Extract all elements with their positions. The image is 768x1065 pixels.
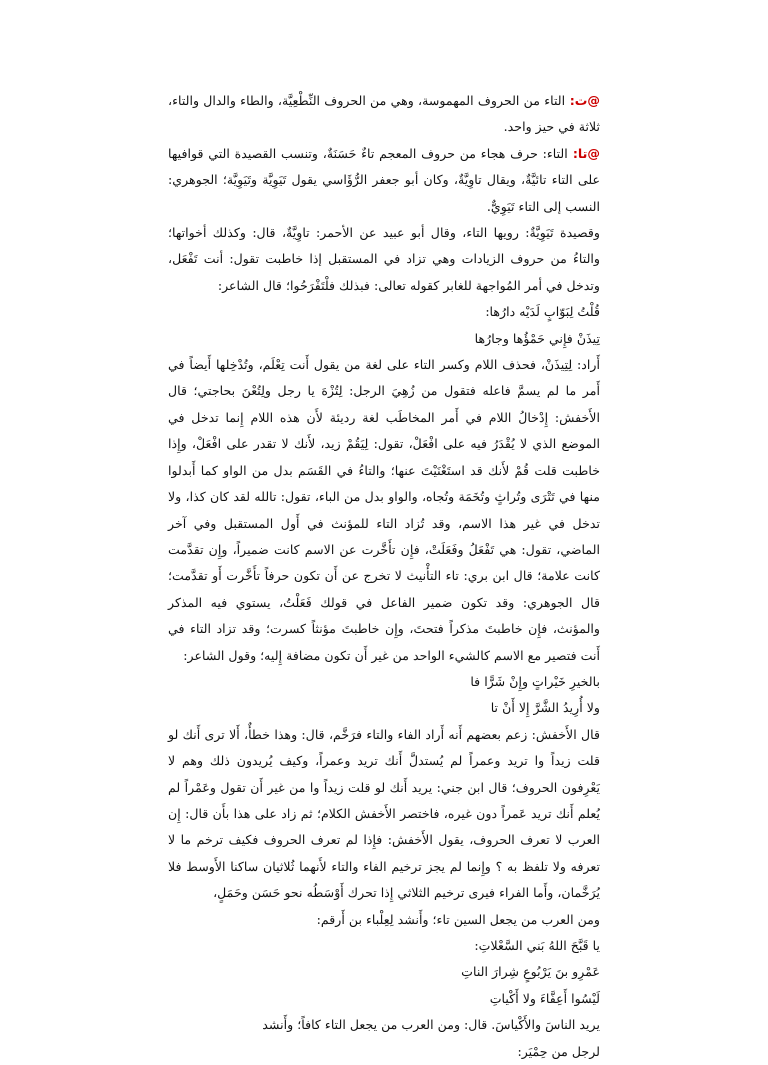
entry-marker: @ت: xyxy=(565,93,600,108)
entry-ta-word xyxy=(168,141,600,220)
paragraph: لرجل من حِمْيَر: xyxy=(517,1043,600,1059)
verse-line: بالخيرِ خَيْراتٍ وإِنْ شَرًّا فا xyxy=(470,673,600,689)
entry-text: التاء: حرف هجاء من حروف المعجم تاءٌ حَسَنَةٌ، وتنسب القصيدة التي قوافيها على التاء تائيَّةٌ، ويقال تاوِيَّةٌ، وكان أبو جعفر الرُّؤَاسي يقول تَيَوِيَّة وتَيَوِيَّة؛ الجوهري: النسب إلى التاء تَيَوِيٌّ. xyxy=(168,145,600,214)
verse-line: يا قَبَّحَ اللهُ بَني السَّعْلاتِ: xyxy=(474,938,600,953)
verse-line: ولا أُرِيدُ الشَّرَّ إِلا أَنْ تا xyxy=(490,700,600,716)
verse-line: لَيْسُوا أَعِفَّاءَ ولا أَكْياتِ xyxy=(489,990,600,1006)
paragraph: يريد الناسَ والأَكْياسَ. قال: ومن العرب من يجعل التاء كافاً؛ وأَنشد xyxy=(262,1017,600,1033)
dictionary-page xyxy=(168,88,600,1065)
paragraph: أَراد: لِتِيذَنْ، فحذف اللام وكسر التاء على لغة من يقول أَنت تِعْلَم، وتُدْخِلها أَيضاً في أَمر ما لم يسمَّ فاعله فتقول من زُهِيَ الرجل: لِتُزْهَ يا رجل ولِتُعْنَ بحاجتي؛ قال الأَخفش: إِدْخالُ اللام في أَمر المخاطَب لغة رديئة لأَن هذه اللام إِنما تدخل في الموضع الذي لا يُقْدَرُ فيه على افْعَلْ، تقول: لِيَقُمْ زيد، لأَنك لا تقدر على افْعَلْ، وإِذا خاطبت قلت قُمْ لأَنك قد استَغْنَيْتَ عنها؛ والتاءُ في القَسَم بدل من الواو كما أَبدلوا منها في تَتْرَى وتُراثٍ وتُخَمَة وتُجاه، والواو بدل من الباء، تقول: تالله لقد كان كذا، ولا تدخل في غير هذا الاسم، وقد تُزاد التاء للمؤنث في أَول المستقبل وفي آخر الماضي، تقول: هي تَفْعَلُ وفَعَلَتْ، فإِن تأَخَّرت عن الاسم كانت ضميراً، وإِن تقدَّمت كانت علامة؛ قال ابن بري: تاء التأْنيث لا تخرج عن أَن تكون حرفاً تأَخَّرت أَو تقدَّمت؛ قال الجوهري: وقد تكون ضمير الفاعل في قولك فَعَلْتُ، يستوي فيه المذكر والمؤنث، فإِن خاطبتَ مذكراً فتحتَ، وإِن خاطبتَ مؤنثاً كسرت؛ وقد تزاد التاء في أَنت فتصير مع الاسم كالشيء الواحد من غير أَن تكون مضافة إِليه؛ وقول الشاعر: xyxy=(168,357,600,663)
entry-marker: @تا: xyxy=(567,145,600,161)
entry-ta-letter xyxy=(168,88,600,141)
verse-line: قُلْتُ لِبَوّابٍ لَدَيْه دارُها: xyxy=(485,304,600,320)
entry-text: التاء من الحروف المهموسة، وهي من الحروف النِّطْعِيَّة، والطاء والدال والتاء، ثلاثة في حيز واحد. xyxy=(168,93,600,135)
paragraph: ومن العرب من يجعل السين تاء؛ وأَنشد لِعِلْباء بن أَرقم: xyxy=(316,911,600,927)
verse-line: عَمْرِو بنَ يَرْبُوعٍ شِرارَ الناتِ xyxy=(461,964,600,980)
paragraph: قال الأَخفش: زعم بعضهم أَنه أَراد الفاء والتاء فرَخَّم، قال: وهذا خطأٌ، أَلا ترى أَنك لو قلت زيداً وا تريد وعمراً لم يُستدلَّ أَنك تريد وعمراً، وكيف يُريدون ذلك وهم لا يَعْرِفون الحروف؛ قال ابن جني: يريد أَنك لو قلت زيداً وا من غير أَن تقول وعَمْراً لم يُعلم أَنك تريد عَمراً دون غيره، فاختصر الأَخفش الكلام؛ ثم زاد على هذا بأَن قال: إِن العرب لا تعرف الحروف، يقول الأَخفش: فإِذا لم تعرف الحروف فكيف ترخم ما لا تعرفه ولا تلفظ به ؟ وإِنما لم يجز ترخيم الفاء والتاء لأَنهما ثُلاثيان ساكنا الأَوسط فلا يُرَخَّمان، وأَما الفراء فيرى ترخيم الثلاثي إِذا تحرك أَوْسَطُه نحو حَسَن وحَمَلٍ، xyxy=(168,726,600,901)
verse-line: تِيذَنْ فإِني حَمْؤُها وجارُها xyxy=(474,330,600,346)
paragraph: وقصيدة تَيَوِيَّةٌ: رويها التاء، وقال أبو عبيد عن الأحمر: تاوِيَّةٌ، قال: وكذلك أخواتها؛ والتاءُ من حروف الزيادات وهي تزاد في المستقبل إذا خاطبت تقول: أنت تَفْعَل، وتدخل في أمر المُواجهة للغابر كقوله تعالى: فبذلك فلْتَفْرَحُوا؛ قال الشاعر: xyxy=(168,225,600,293)
